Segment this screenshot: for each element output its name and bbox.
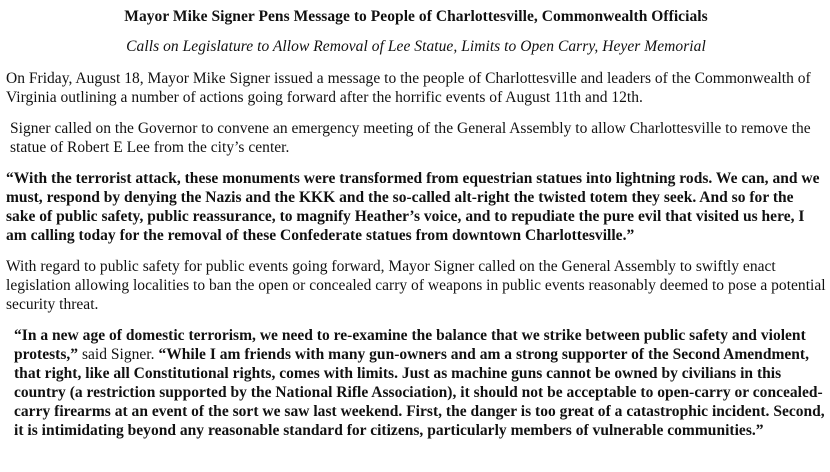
quote-attribution: said Signer.	[78, 346, 159, 363]
paragraph-intro: On Friday, August 18, Mayor Mike Signer issued a message to the people of Charlottesville and leaders of the Commonwealth of Virginia outlining a number of actions going forward after the horrific events of August 11th and 12th.	[6, 70, 811, 106]
paragraph-public-safety: With regard to public safety for public events going forward, Mayor Signer called on the General Assembly to swiftly enact legislation allowing localities to ban the open or concealed carry of weapons in public events reasonably deemed to pose a potential security threat.	[6, 258, 826, 313]
paragraph-governor-request: Signer called on the Governor to convene an emergency meeting of the General Assembly to allow Charlottesville to remove the statue of Robert E Lee from the city’s center.	[10, 120, 811, 156]
quote-domestic-terrorism: “In a new age of domestic terrorism, we need to re-examine the balance that we strike between public safety and violent protests,”	[14, 327, 806, 363]
document-title: Mayor Mike Signer Pens Message to People of Charlottesville, Commonwealth Officials	[124, 8, 708, 25]
quote-second-amendment: “While I am friends with many gun-owners and am a strong supporter of the Second Amendment, that right, like all Constitutional rights, comes with limits. Just as machine guns cannot be owned by civilians in this country (a restriction supported by the National Rifle Association), it should not be acceptable to open-carry or concealed-carry firearms at an event of the sort we saw last weekend. First, the danger is too great of a catastrophic incident. Second, it is intimidating beyond any reasonable standard for citizens, particularly members of vulnerable communities.”	[14, 346, 825, 439]
paragraph-quote-monuments: “With the terrorist attack, these monuments were transformed from equestrian statues into lightning rods. We can, and we must, respond by denying the Nazis and the KKK and the so-called alt-right the twisted totem they seek. And so for the sake of public safety, public reassurance, to magnify Heather’s voice, and to repudiate the pure evil that visited us here, I am calling today for the removal of these Confederate statues from downtown Charlottesville.”	[6, 170, 820, 244]
document-subtitle: Calls on Legislature to Allow Removal of Lee Statue, Limits to Open Carry, Heyer Memorial	[126, 38, 706, 55]
paragraph-quote-gun-policy	[6, 326, 826, 440]
